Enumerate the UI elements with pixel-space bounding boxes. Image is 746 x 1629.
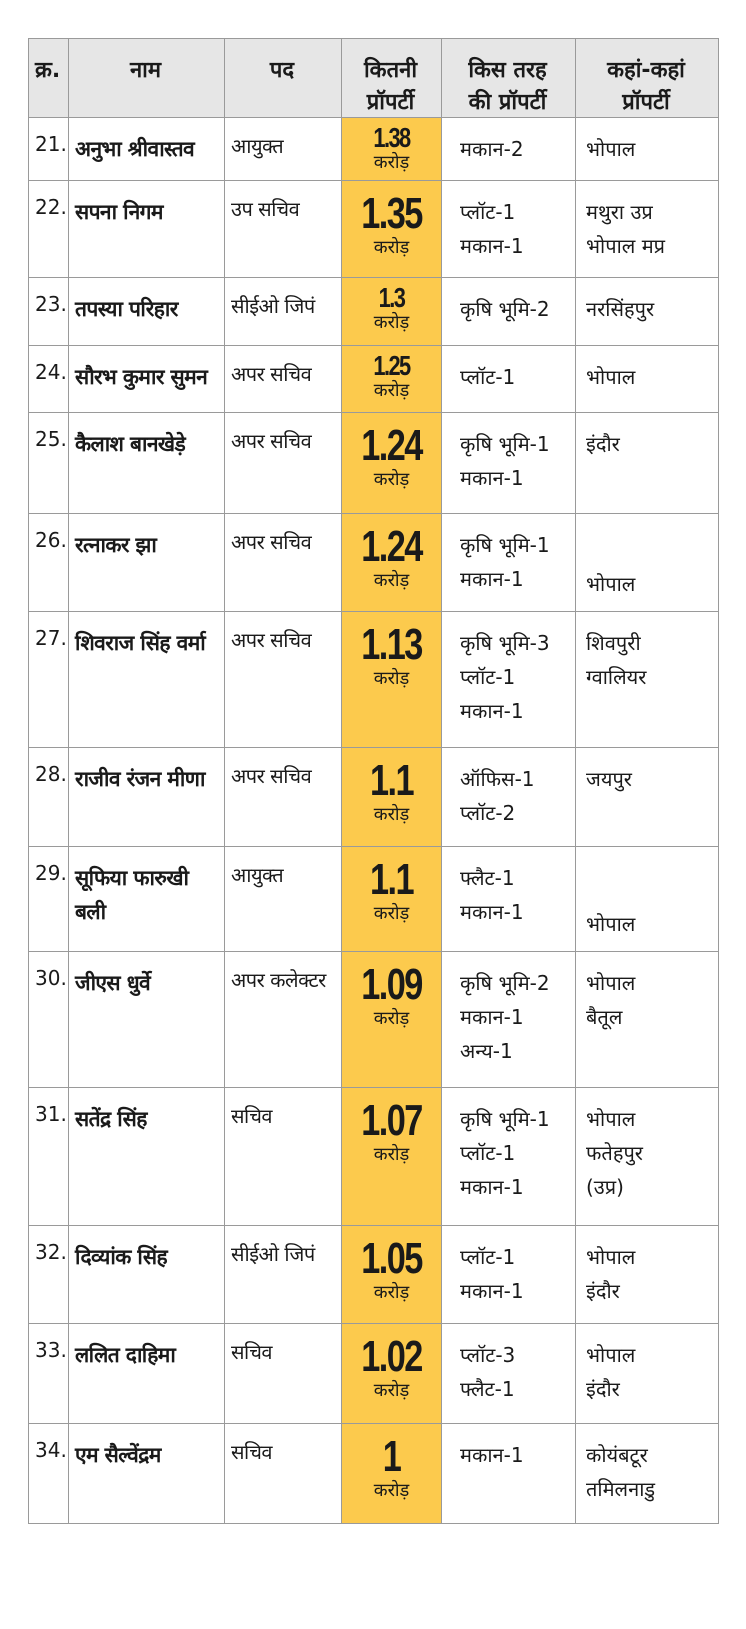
property-place-item: भोपाल: [586, 1107, 636, 1131]
property-places: [576, 413, 719, 514]
officer-name: सतेंद्र सिंह: [69, 1088, 225, 1226]
officer-post: सीईओ जिपं: [225, 278, 342, 346]
table-row: [29, 748, 719, 847]
property-type-item: प्लॉट-1: [460, 1141, 516, 1165]
property-places: [576, 1424, 719, 1524]
property-place-item: इंदौर: [586, 1279, 620, 1303]
amount-value: 1.1: [369, 855, 414, 904]
property-type-item: अन्य-1: [460, 1039, 513, 1063]
property-amount: [342, 748, 442, 847]
property-amount: [342, 118, 442, 181]
amount-value: 1.13: [361, 620, 422, 669]
amount-value: 1: [382, 1432, 401, 1481]
property-amount: [342, 612, 442, 748]
property-place-item: मथुरा उप्र: [586, 200, 653, 224]
amount-unit: करोड़: [373, 570, 410, 591]
property-types: [442, 514, 576, 612]
header-name: नाम: [69, 39, 225, 118]
row-number: 28.: [29, 748, 69, 847]
officer-name: शिवराज सिंह वर्मा: [69, 612, 225, 748]
property-type-item: प्लॉट-2: [460, 801, 516, 825]
row-number: 32.: [29, 1226, 69, 1324]
officer-name: कैलाश बानखेड़े: [69, 413, 225, 514]
property-places: [576, 847, 719, 952]
amount-unit: करोड़: [373, 152, 410, 173]
amount-value: 1.09: [361, 960, 422, 1009]
property-places: [576, 1324, 719, 1424]
header-place: कहां-कहां प्रॉपर्टी: [576, 39, 719, 118]
property-types: [442, 748, 576, 847]
property-place-item: भोपाल: [586, 1343, 636, 1367]
property-type-item: कृषि भूमि-1: [460, 432, 550, 456]
amount-value: 1.25: [373, 350, 410, 381]
property-type-item: कृषि भूमि-1: [460, 533, 550, 557]
amount-value: 1.35: [361, 189, 422, 238]
property-places: [576, 278, 719, 346]
officer-post: उप सचिव: [225, 181, 342, 278]
row-number: 34.: [29, 1424, 69, 1524]
officer-name: सौरभ कुमार सुमन: [69, 346, 225, 413]
officer-post: अपर सचिव: [225, 748, 342, 847]
property-type-item: कृषि भूमि-2: [460, 971, 550, 995]
property-place-item: भोपाल: [586, 1245, 636, 1269]
property-type-item: कृषि भूमि-1: [460, 1107, 550, 1131]
property-amount: [342, 514, 442, 612]
property-place-item: इंदौर: [586, 1377, 620, 1401]
property-types: [442, 413, 576, 514]
property-types: [442, 1324, 576, 1424]
amount-unit: करोड़: [373, 1282, 410, 1303]
amount-unit: करोड़: [373, 1380, 410, 1401]
officer-name: राजीव रंजन मीणा: [69, 748, 225, 847]
row-number: 26.: [29, 514, 69, 612]
table-row: [29, 847, 719, 952]
property-place-item: भोपाल: [586, 912, 636, 936]
officer-name: ललित दाहिमा: [69, 1324, 225, 1424]
amount-unit: करोड़: [373, 1480, 410, 1501]
row-number: 30.: [29, 952, 69, 1088]
property-type-item: प्लॉट-1: [460, 1245, 516, 1269]
officer-name: एम सैल्वेंद्रम: [69, 1424, 225, 1524]
officer-post: आयुक्त: [225, 847, 342, 952]
officer-post: सीईओ जिपं: [225, 1226, 342, 1324]
property-type-item: मकान-1: [460, 1443, 524, 1467]
table-row: [29, 1424, 719, 1524]
property-types: [442, 612, 576, 748]
amount-unit: करोड़: [373, 1008, 410, 1029]
property-place-item: भोपाल: [586, 137, 636, 161]
amount-unit: करोड़: [373, 469, 410, 490]
property-types: [442, 847, 576, 952]
officer-post: सचिव: [225, 1424, 342, 1524]
property-type-item: मकान-1: [460, 1279, 524, 1303]
property-types: [442, 118, 576, 181]
property-places: [576, 1226, 719, 1324]
property-amount: [342, 181, 442, 278]
officer-post: सचिव: [225, 1324, 342, 1424]
property-places: [576, 748, 719, 847]
officer-name: दिव्यांक सिंह: [69, 1226, 225, 1324]
row-number: 29.: [29, 847, 69, 952]
property-table: [28, 38, 719, 1524]
amount-value: 1.24: [361, 421, 422, 470]
amount-unit: करोड़: [373, 237, 410, 258]
officer-post: आयुक्त: [225, 118, 342, 181]
property-places: [576, 952, 719, 1088]
officer-post: अपर सचिव: [225, 612, 342, 748]
property-types: [442, 1226, 576, 1324]
property-place-item: जयपुर: [586, 767, 632, 791]
table-row: [29, 612, 719, 748]
property-place-item: भोपाल: [586, 572, 636, 596]
property-types: [442, 181, 576, 278]
property-amount: [342, 952, 442, 1088]
officer-name: तपस्या परिहार: [69, 278, 225, 346]
property-place-item: भोपाल मप्र: [586, 234, 666, 258]
officer-name: रत्नाकर झा: [69, 514, 225, 612]
table-row: [29, 514, 719, 612]
property-place-item: तमिलनाडु: [586, 1477, 656, 1501]
table-row: [29, 278, 719, 346]
property-place-item: ग्वालियर: [586, 665, 647, 689]
officer-name: जीएस धुर्वे: [69, 952, 225, 1088]
property-amount: [342, 278, 442, 346]
header-sr: क्र.: [29, 39, 69, 118]
property-type-item: मकान-1: [460, 567, 524, 591]
property-place-item: बैतूल: [586, 1005, 623, 1029]
property-amount: [342, 847, 442, 952]
property-amount: [342, 1088, 442, 1226]
property-amount: [342, 1324, 442, 1424]
amount-value: 1.1: [369, 756, 414, 805]
property-type-item: प्लॉट-1: [460, 365, 516, 389]
property-type-item: प्लॉट-1: [460, 200, 516, 224]
property-place-item: शिवपुरी: [586, 631, 641, 655]
amount-unit: करोड़: [373, 903, 410, 924]
table-row: [29, 1226, 719, 1324]
property-places: [576, 612, 719, 748]
property-type-item: मकान-2: [460, 137, 524, 161]
amount-unit: करोड़: [373, 1144, 410, 1165]
row-number: 33.: [29, 1324, 69, 1424]
property-place-item: फतेहपुर: [586, 1141, 643, 1165]
table-row: [29, 952, 719, 1088]
row-number: 23.: [29, 278, 69, 346]
officer-post: अपर सचिव: [225, 346, 342, 413]
table-body: [29, 118, 719, 1524]
property-place-item: भोपाल: [586, 365, 636, 389]
property-types: [442, 1088, 576, 1226]
table-row: [29, 1088, 719, 1226]
amount-value: 1.3: [378, 282, 405, 313]
property-type-item: मकान-1: [460, 699, 524, 723]
property-types: [442, 952, 576, 1088]
property-type-item: मकान-1: [460, 234, 524, 258]
row-number: 31.: [29, 1088, 69, 1226]
row-number: 22.: [29, 181, 69, 278]
property-place-item: इंदौर: [586, 432, 620, 456]
property-places: [576, 346, 719, 413]
officer-name: अनुभा श्रीवास्तव: [69, 118, 225, 181]
row-number: 24.: [29, 346, 69, 413]
property-type-item: कृषि भूमि-3: [460, 631, 550, 655]
table-row: [29, 346, 719, 413]
officer-post: अपर सचिव: [225, 514, 342, 612]
property-places: [576, 514, 719, 612]
row-number: 25.: [29, 413, 69, 514]
header-type: किस तरह की प्रॉपर्टी: [442, 39, 576, 118]
property-place-item: (उप्र): [586, 1175, 624, 1199]
property-type-item: फ्लैट-1: [460, 1377, 515, 1401]
property-type-item: मकान-1: [460, 900, 524, 924]
property-types: [442, 278, 576, 346]
property-amount: [342, 346, 442, 413]
amount-value: 1.02: [361, 1332, 422, 1381]
property-type-item: मकान-1: [460, 1175, 524, 1199]
property-place-item: नरसिंहपुर: [586, 297, 655, 321]
table-row: [29, 118, 719, 181]
amount-value: 1.05: [361, 1234, 422, 1283]
header-post: पद: [225, 39, 342, 118]
amount-value: 1.24: [361, 522, 422, 571]
property-amount: [342, 413, 442, 514]
table-row: [29, 413, 719, 514]
row-number: 27.: [29, 612, 69, 748]
property-type-item: कृषि भूमि-2: [460, 297, 550, 321]
property-type-item: मकान-1: [460, 466, 524, 490]
amount-value: 1.07: [361, 1096, 422, 1145]
officer-name: सूफिया फारुखी बली: [69, 847, 225, 952]
property-amount: [342, 1226, 442, 1324]
header-amount: कितनी प्रॉपर्टी: [342, 39, 442, 118]
amount-value: 1.38: [373, 122, 410, 153]
property-places: [576, 118, 719, 181]
officer-post: सचिव: [225, 1088, 342, 1226]
property-type-item: प्लॉट-3: [460, 1343, 516, 1367]
property-places: [576, 1088, 719, 1226]
amount-unit: करोड़: [373, 312, 410, 333]
row-number: 21.: [29, 118, 69, 181]
amount-unit: करोड़: [373, 804, 410, 825]
property-types: [442, 1424, 576, 1524]
table-row: [29, 181, 719, 278]
property-type-item: ऑफिस-1: [460, 767, 535, 791]
property-place-item: कोयंबटूर: [586, 1443, 648, 1467]
property-type-item: फ्लैट-1: [460, 866, 515, 890]
amount-unit: करोड़: [373, 380, 410, 401]
officer-name: सपना निगम: [69, 181, 225, 278]
table-header-row: [29, 39, 719, 118]
amount-unit: करोड़: [373, 668, 410, 689]
property-table-container: [28, 38, 718, 1524]
property-amount: [342, 1424, 442, 1524]
property-place-item: भोपाल: [586, 971, 636, 995]
property-types: [442, 346, 576, 413]
property-places: [576, 181, 719, 278]
property-type-item: प्लॉट-1: [460, 665, 516, 689]
property-type-item: मकान-1: [460, 1005, 524, 1029]
officer-post: अपर सचिव: [225, 413, 342, 514]
officer-post: अपर कलेक्टर: [225, 952, 342, 1088]
table-row: [29, 1324, 719, 1424]
